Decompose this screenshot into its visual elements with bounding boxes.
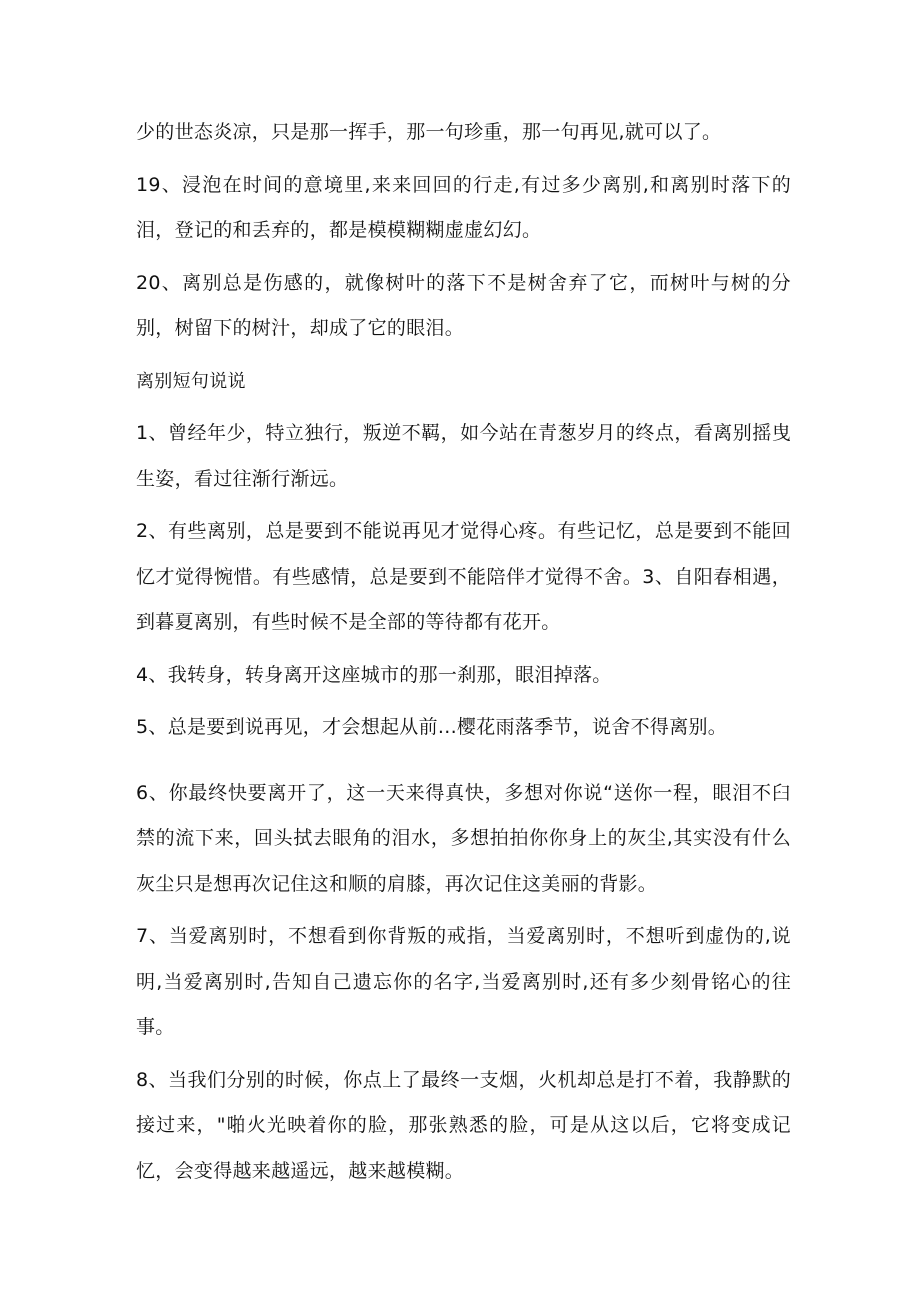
paragraph-item-1: 1、曾经年少，特立独行，叛逆不羁，如今站在青葱岁月的终点，看离别摇曳生姿，看过往渐行渐远。 <box>136 422 791 490</box>
paragraph-item-8: 8、当我们分别的时候，你点上了最终一支烟，火机却总是打不着，我静默的接过来，"啪火光映着你的脸，那张熟悉的脸，可是从这以后，它将变成记忆，会变得越来越遥远，越来越模糊。 <box>136 1068 791 1182</box>
paragraph-item-20: 20、离别总是伤感的，就像树叶的落下不是树舍弃了它，而树叶与树的分别，树留下的树汁，却成了它的眼泪。 <box>136 271 791 339</box>
paragraph-item-4: 4、我转身，转身离开这座城市的那一刹那，眼泪掉落。 <box>136 663 612 686</box>
paragraph-item-6: 6、你最终快要离开了，这一天来得真快，多想对你说“送你一程，眼泪不臼禁的流下来，回头拭去眼角的泪水，多想拍拍你你身上的灰尘,其实没有什么灰尘只是想再次记住这和顺的肩膝，再次记住这美丽的背影。 <box>136 781 791 895</box>
paragraph-continuation: 少的世态炎凉，只是那一挥手，那一句珍重，那一句再见,就可以了。 <box>136 121 722 143</box>
document-body <box>136 110 791 1201</box>
section-heading: 离别短句说说 <box>136 370 246 392</box>
paragraph-item-7: 7、当爱离别时，不想看到你背叛的戒指，当爱离别时，不想听到虚伪的,说明,当爱离别时,告知自己遗忘你的名字,当爱离别时,还有多少刻骨铭心的往事。 <box>136 925 791 1038</box>
paragraph-item-5: 5、总是要到说再见，才会想起从前...樱花雨落季节，说舍不得离别。 <box>136 716 728 738</box>
paragraph-item-19: 19、浸泡在时间的意境里,来来回回的行走,有过多少离别,和离别时落下的泪，登记的和丢弃的，都是模模糊糊虚虚幻幻。 <box>136 173 791 241</box>
paragraph-item-2: 2、有些离别，总是要到不能说再见才觉得心疼。有些记忆，总是要到不能回忆才觉得惋惜。有些感情，总是要到不能陪伴才觉得不舍。3、自阳春相遇，到暮夏离别，有些时候不是全部的等待都有花开。 <box>136 520 791 633</box>
